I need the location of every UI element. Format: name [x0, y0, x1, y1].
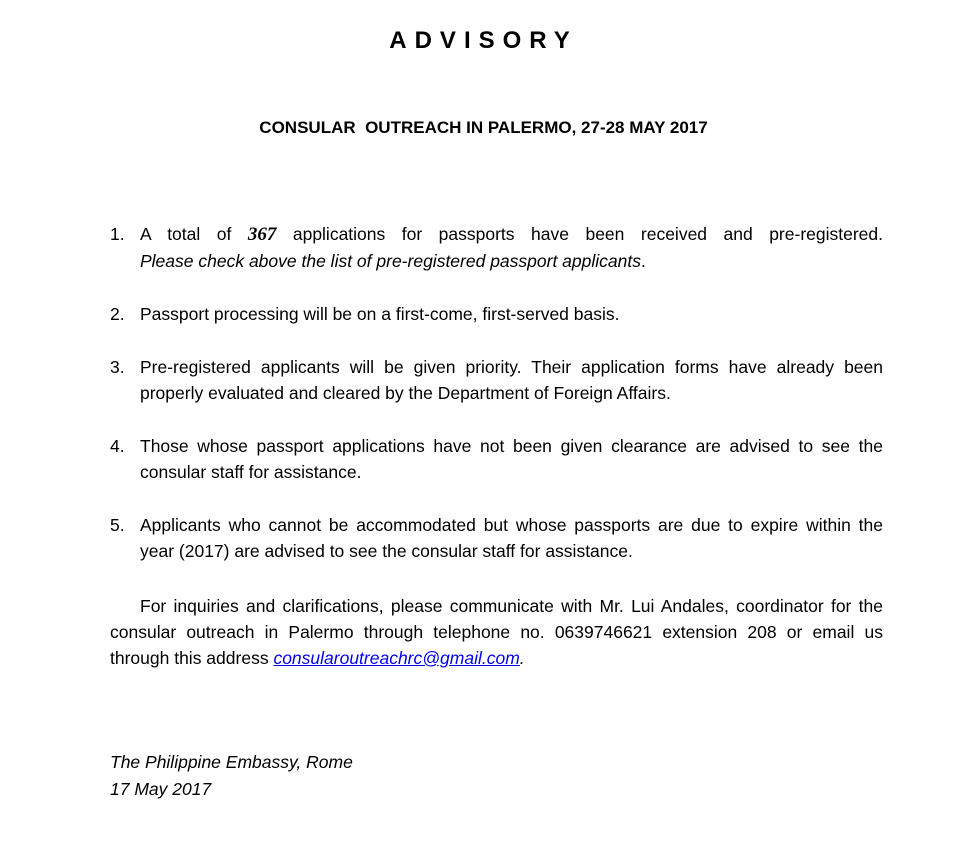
signature-date: 17 May 2017	[110, 779, 212, 799]
list-item	[110, 512, 883, 564]
contact-text: For inquiries and clarifications, please communicate with Mr. Lui Andales, coordinator for the consular outreach in Palermo through telephone no. 0639746621 extension 208 or email us through this address	[110, 596, 883, 668]
advisory-list	[110, 221, 883, 591]
item-number: 5.	[110, 515, 125, 535]
item-text	[140, 221, 883, 274]
contact-paragraph	[110, 593, 883, 671]
item-italic-end: .	[640, 251, 646, 271]
list-item	[110, 301, 883, 327]
application-count: 367	[247, 224, 277, 245]
item-text-before: A total of	[140, 224, 248, 244]
list-item	[110, 433, 883, 485]
item-text: Applicants who cannot be accommodated but whose passports are due to expire within the year (2017) are advised to see the consular staff for assistance.	[140, 515, 883, 561]
email-link[interactable]: consularoutreachrc@gmail.com	[273, 648, 520, 668]
item-number: 4.	[110, 436, 125, 456]
list-item	[110, 354, 883, 406]
contact-end: .	[519, 648, 525, 668]
advisory-title: ADVISORY	[389, 27, 578, 54]
item-number: 2.	[110, 304, 125, 324]
item-text: Passport processing will be on a first-come, first-served basis.	[140, 304, 620, 324]
item-text: Pre-registered applicants will be given priority. Their application forms have already been properly evaluated and cleared by the Department of Foreign Affairs.	[140, 357, 883, 403]
signature-block	[110, 749, 353, 803]
item-number: 1.	[110, 224, 125, 244]
advisory-subtitle: CONSULAR OUTREACH IN PALERMO, 27-28 MAY 2017	[259, 118, 708, 137]
item-text-after: applications for passports have been received and pre-registered.	[276, 224, 884, 244]
item-text: Those whose passport applications have not been given clearance are advised to see the consular staff for assistance.	[140, 436, 883, 482]
signature-org: The Philippine Embassy, Rome	[110, 752, 353, 772]
item-italic-note: Please check above the list of pre-registered passport applicants	[140, 251, 641, 271]
list-item	[110, 221, 883, 274]
item-line	[140, 221, 883, 248]
item-number: 3.	[110, 357, 125, 377]
